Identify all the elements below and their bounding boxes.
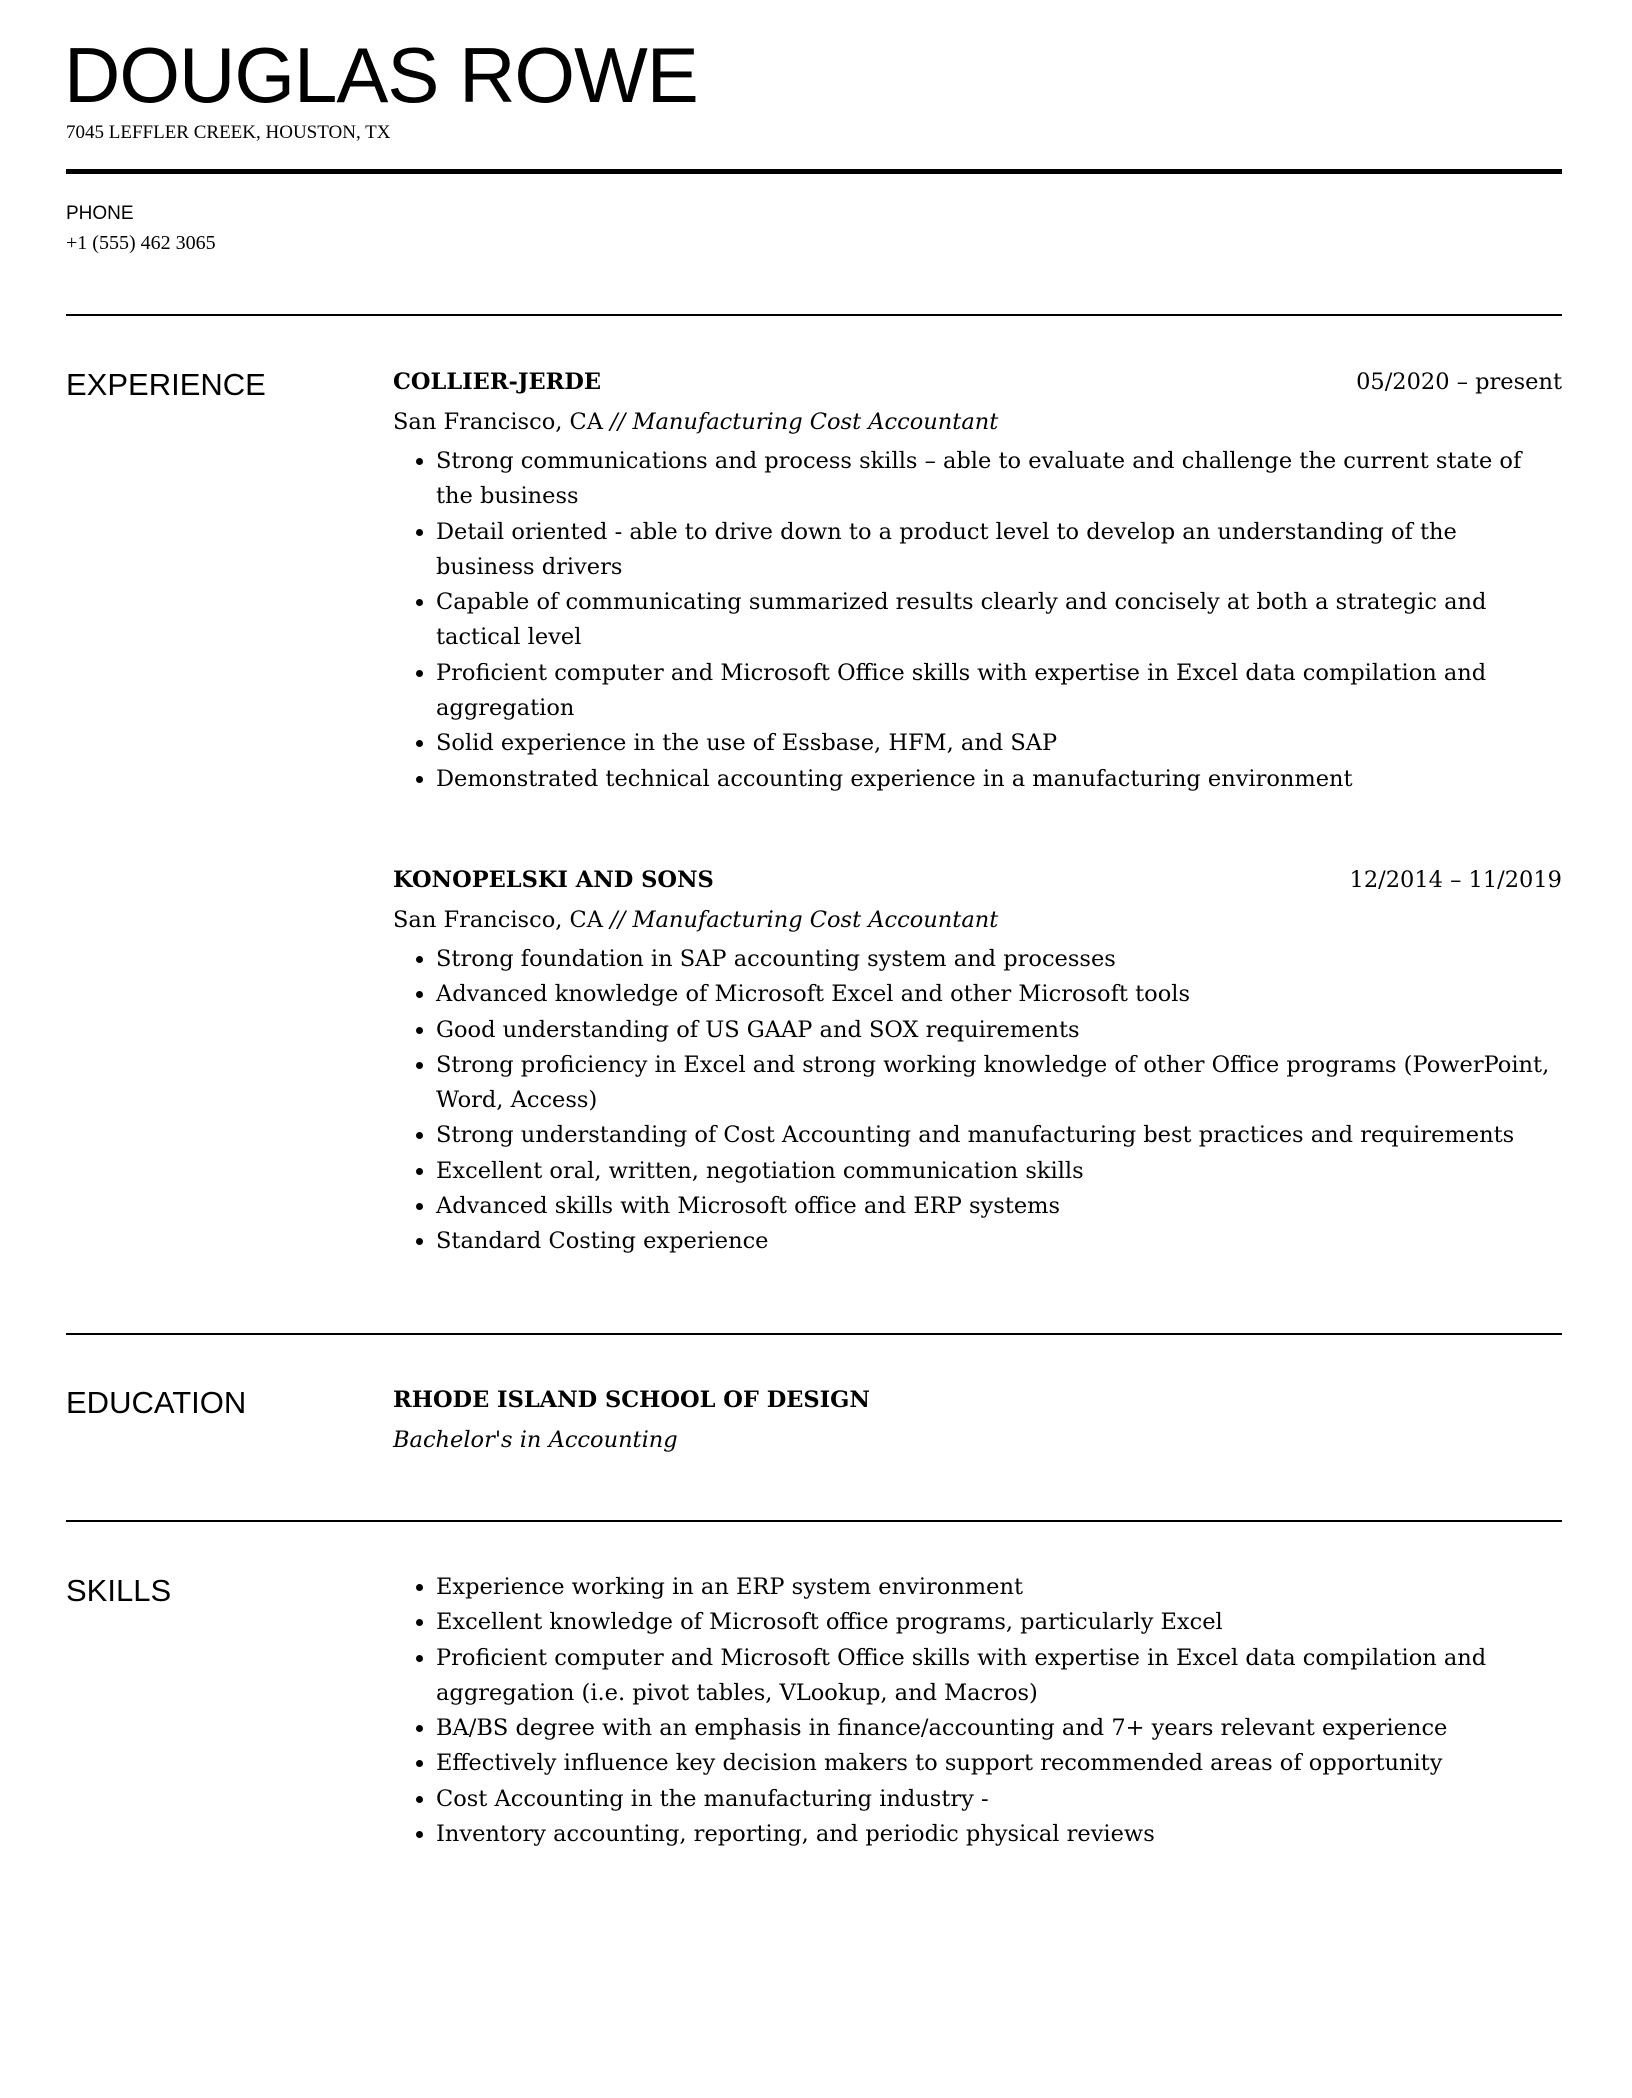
list-item: • Capable of communicating summarized results clearly and concisely at both a strategic and tactical level bbox=[436, 585, 1562, 656]
separator: // bbox=[603, 409, 633, 435]
experience-heading: EXPERIENCE bbox=[66, 367, 266, 402]
experience-section bbox=[393, 362, 1562, 1255]
list-item: • Cost Accounting in the manufacturing industry - bbox=[436, 1782, 1562, 1817]
job-bullets bbox=[393, 942, 1562, 1260]
job-entry bbox=[393, 362, 1562, 797]
candidate-name: DOUGLAS ROWE bbox=[64, 31, 698, 119]
skills-list bbox=[393, 1570, 1562, 1852]
list-item: • Strong communications and process skills – able to evaluate and challenge the current state of the business bbox=[436, 444, 1562, 515]
list-item: • Effectively influence key decision makers to support recommended areas of opportunity bbox=[436, 1746, 1562, 1781]
list-item: • Strong foundation in SAP accounting system and processes bbox=[436, 942, 1562, 977]
skills-section bbox=[393, 1568, 1562, 1852]
phone-label: PHONE bbox=[66, 203, 134, 224]
degree: Bachelor's in Accounting bbox=[393, 1427, 678, 1453]
section-divider bbox=[66, 1333, 1562, 1335]
job-role: Manufacturing Cost Accountant bbox=[632, 907, 999, 933]
list-item: • Inventory accounting, reporting, and periodic physical reviews bbox=[436, 1817, 1562, 1852]
education-heading: EDUCATION bbox=[66, 1385, 247, 1420]
list-item: • Advanced knowledge of Microsoft Excel and other Microsoft tools bbox=[436, 977, 1562, 1012]
list-item: • Proficient computer and Microsoft Office skills with expertise in Excel data compilation and aggregation (i.e. pivot tables, VLookup, and Macros) bbox=[436, 1641, 1562, 1712]
list-item: • Good understanding of US GAAP and SOX requirements bbox=[436, 1013, 1562, 1048]
address: 7045 LEFFLER CREEK, HOUSTON, TX bbox=[66, 122, 391, 143]
list-item: • Strong understanding of Cost Accounting and manufacturing best practices and requirements bbox=[436, 1118, 1562, 1153]
separator: // bbox=[603, 907, 633, 933]
education-section bbox=[393, 1380, 1562, 1460]
list-item: • Excellent knowledge of Microsoft office programs, particularly Excel bbox=[436, 1605, 1562, 1640]
list-item: • Excellent oral, written, negotiation communication skills bbox=[436, 1154, 1562, 1189]
phone-number: +1 (555) 462 3065 bbox=[66, 232, 216, 254]
job-entry bbox=[393, 860, 1562, 1260]
list-item: • Proficient computer and Microsoft Office skills with expertise in Excel data compilation and aggregation bbox=[436, 656, 1562, 727]
list-item: • Demonstrated technical accounting experience in a manufacturing environment bbox=[436, 762, 1562, 797]
company-name: KONOPELSKI AND SONS bbox=[393, 867, 714, 893]
list-item: • BA/BS degree with an emphasis in finance/accounting and 7+ years relevant experience bbox=[436, 1711, 1562, 1746]
job-bullets bbox=[393, 444, 1562, 797]
section-divider bbox=[66, 314, 1562, 316]
job-dates: 05/2020 – present bbox=[1356, 369, 1562, 395]
job-role: Manufacturing Cost Accountant bbox=[632, 409, 999, 435]
list-item: • Standard Costing experience bbox=[436, 1224, 1562, 1259]
header-divider bbox=[66, 169, 1562, 174]
list-item: • Experience working in an ERP system environment bbox=[436, 1570, 1562, 1605]
section-divider bbox=[66, 1520, 1562, 1522]
school-name: RHODE ISLAND SCHOOL OF DESIGN bbox=[393, 1387, 870, 1413]
job-location: San Francisco, CA bbox=[393, 907, 604, 933]
list-item: • Solid experience in the use of Essbase, HFM, and SAP bbox=[436, 726, 1562, 761]
company-name: COLLIER-JERDE bbox=[393, 369, 602, 395]
list-item: • Advanced skills with Microsoft office and ERP systems bbox=[436, 1189, 1562, 1224]
job-dates: 12/2014 – 11/2019 bbox=[1349, 867, 1562, 893]
skills-heading: SKILLS bbox=[66, 1573, 172, 1608]
list-item: • Strong proficiency in Excel and strong working knowledge of other Office programs (PowerPoint, Word, Access) bbox=[436, 1048, 1562, 1119]
job-location: San Francisco, CA bbox=[393, 409, 604, 435]
list-item: • Detail oriented - able to drive down to a product level to develop an understanding of the business drivers bbox=[436, 515, 1562, 586]
